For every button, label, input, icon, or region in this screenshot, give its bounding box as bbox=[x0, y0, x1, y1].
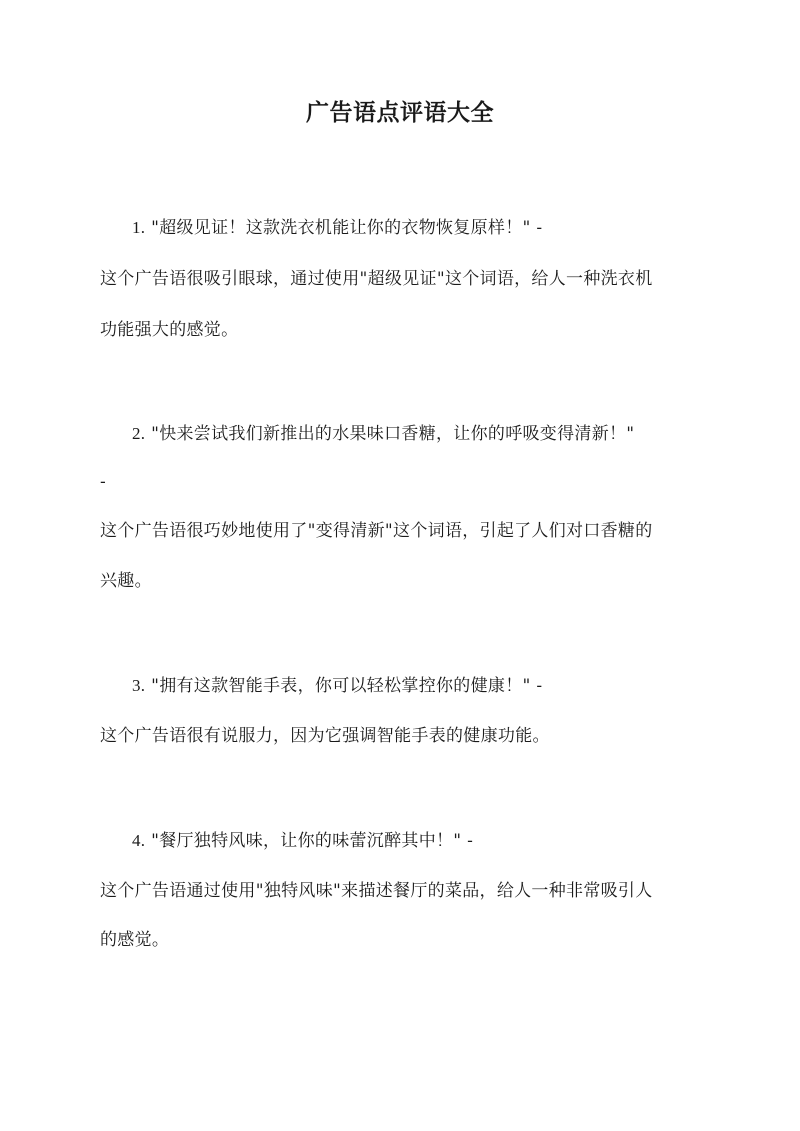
entry-1-slogan-text: "超级见证！这款洗衣机能让你的衣物恢复原样！" - bbox=[151, 218, 543, 238]
entry-2-slogan-continuation: - bbox=[100, 472, 107, 492]
entry-4-comment-line-2: 的感觉。 bbox=[100, 930, 170, 950]
entry-1-comment-line-1: 这个广告语很吸引眼球，通过使用"超级见证"这个词语，给人一种洗衣机 bbox=[100, 269, 653, 289]
entry-4-comment-line-1: 这个广告语通过使用"独特风味"来描述餐厅的菜品，给人一种非常吸引人 bbox=[100, 881, 653, 901]
entry-2-comment-line-1: 这个广告语很巧妙地使用了"变得清新"这个词语，引起了人们对口香糖的 bbox=[100, 521, 653, 541]
entry-1-comment-line-2: 功能强大的感觉。 bbox=[100, 320, 239, 340]
entry-4-number: 4. bbox=[132, 831, 146, 850]
entry-2-slogan bbox=[132, 420, 634, 448]
entry-1-slogan bbox=[132, 214, 542, 242]
entry-4-slogan-text: "餐厅独特风味，让你的味蕾沉醉其中！" - bbox=[151, 831, 474, 851]
entry-3-number: 3. bbox=[132, 676, 146, 695]
entry-2-comment-line-2: 兴趣。 bbox=[100, 571, 152, 591]
entry-4-slogan bbox=[132, 827, 473, 855]
entry-3-slogan bbox=[132, 672, 542, 700]
entry-3-comment-line-1: 这个广告语很有说服力，因为它强调智能手表的健康功能。 bbox=[100, 726, 550, 746]
entry-2-number: 2. bbox=[132, 424, 146, 443]
document-title: 广告语点评语大全 bbox=[306, 99, 494, 126]
entry-3-slogan-text: "拥有这款智能手表，你可以轻松掌控你的健康！" - bbox=[151, 676, 543, 696]
entry-1-number: 1. bbox=[132, 218, 146, 237]
entry-2-slogan-text: "快来尝试我们新推出的水果味口香糖，让你的呼吸变得清新！" bbox=[151, 424, 635, 444]
